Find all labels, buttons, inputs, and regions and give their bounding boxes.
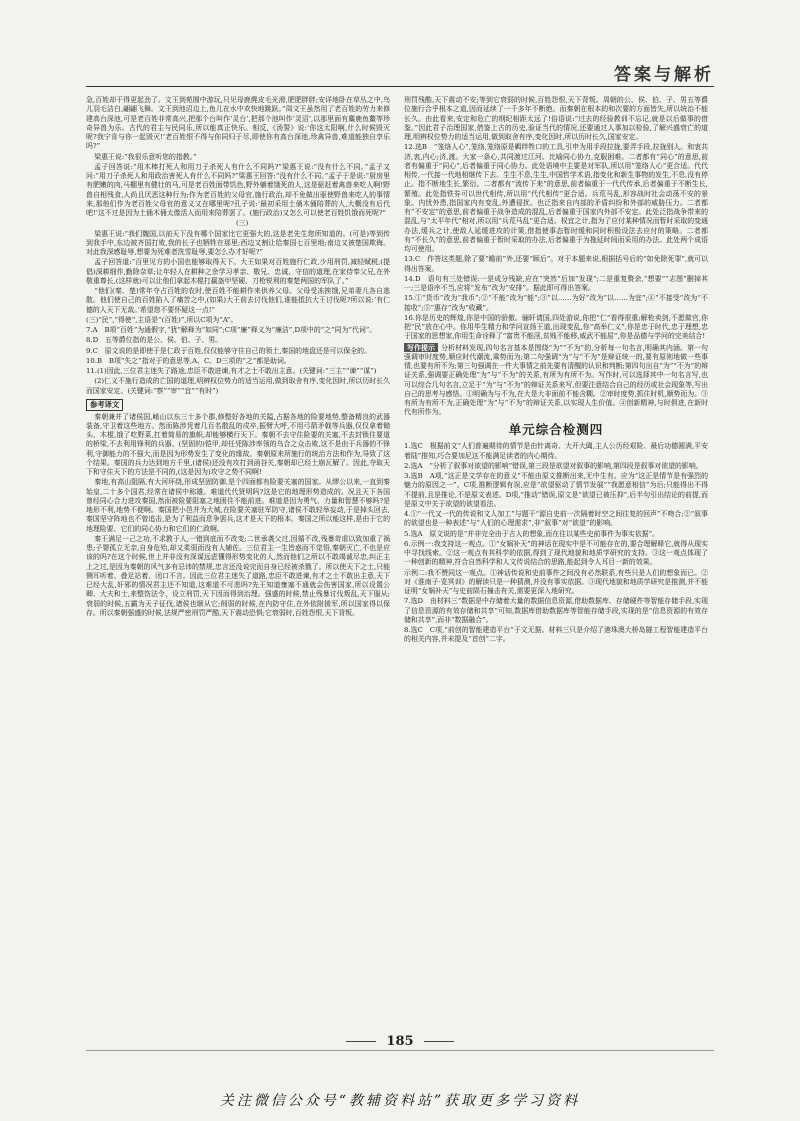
answer-item: 7.A B项“百姓”为通假字,“犹”解释为“如同”;C项“廉”释义为“廉洁”,D项中的“之”同为“代词”。 <box>86 326 377 334</box>
paragraph: “他们(秦、楚)常年夺占百姓的农时,使百姓不能耕作来供养父母。父母受冻挨饿,兄弟妻儿各自逃散。他们使自己的百姓陷入了痛苦之中,(如果)大王前去讨伐他们,谁能抵抗大王讨伐呢?所以说:‘有仁德的人天下无敌。’希望您不要怀疑这一点!” <box>86 287 390 314</box>
answer-item: 4.①“一代又一代的传说和文人加工”与题干“源自史前一次隔着时空之间往复的回声”不吻合;②“叙事的欲望也是一种表述”与“人们的心理需求”,非“叙事”对“欲望”的影响。 <box>404 510 708 528</box>
answer-item: 1.选C 根据前文“人们普遍期待的情节是由针离奇、大开大阖,主人公历经艰险、最后功德圆满,平安着陆”推知,巧合要加尼这不能满足读者的内心期待。 <box>404 442 708 460</box>
footer-divider <box>86 1050 714 1051</box>
section-title: 单元综合检测四 <box>508 421 604 437</box>
answer-item: 16.你是历史的辉煌,你是中国的骄傲。骊轩请国,四处游说,你把“仁”看得很重;解枪卖剑,不愿做官,你把“民”放在心中。你用毕生精力和学问宣扬王道,出现变乱,你“高举仁义”,你是忠于时代,忠于理想,忠于国家的思想家,你用生命诠释了“富贵不能淫,贫贱不能移,威武不能屈”,你是品德与学问的完美结合! <box>404 313 708 341</box>
answer-item: 7.选D 由材料三“数据是中存储着大量的数据信息资源,借助数据库、存储硬件等智能存储手段,实现了信息资源的有效存储和共享”可知,数据库借助数据库等智能存储手段,实现的是“信息资源的有效存储和共享”,而非“数据融合”。 <box>404 597 708 624</box>
footer-note: 关注微信公众号“教辅资料站”获取更多学习资料 <box>219 1093 581 1109</box>
page-number <box>0 1034 800 1049</box>
paragraph: 梁惠王说:“我们魏国,以前天下没有哪个国家比它更强大的,这是老先生您所知道的。(可是)等到传到我手中,东边被齐国打败,我的长子也牺牲在那里;西边又割让给秦国七百里地;南边又被楚国欺侮。对此我深感耻辱,想要为死难者洗雪耻辱,要怎么办才好呢?” <box>86 229 390 256</box>
answer-item: 15.①“货币”改为“我币”;②“不能”改为“能”;③“以……为好”改为“以……为宜”;④“不接受”改为“不接收”;⑤“惠存”改为“收藏”。 <box>404 294 708 312</box>
answer-item: 2.选A “分析了叙事对欲望的影响”错误,第三段是欲望对叙事的影响,第四段是叙事对欲望的影响。 <box>404 461 703 470</box>
answer-item: 示例二:我不赞同这一观点。①神话传说和史前事件之间没有必然联系,有些只是人们的想象而已。②对《淮南子·览冥训》的解读只是一种猜测,并没有事实依据。③现代地貌和地质学研究是推测,并不能证明“女娲补天”与史前陨石撞击有关,需要更深入地研究。 <box>404 568 708 595</box>
paragraph: 孟子回答说:“用木棒打死人和用刀子杀死人有什么不同吗?”梁惠王说:“没有什么不同。”孟子又问:“用刀子杀死人和用政治害死人有什么不同吗?”梁惠王回答:“没有什么不同。”孟子于是说:“厨房里有肥嫩的肉,马棚里有健壮的马,可是老百姓面带饥色,野外躺着饿死的人,这是驱赶着禽兽来吃人啊!野兽自相残食,人尚且厌恶这种行为;作为老百姓的父母官,施行政治,却不免做出驱使野兽来吃人的事情来,那他们作为老百姓父母官的意义又在哪里呢?孔子说:‘最初采用土俑木俑陪葬的人,大概没有后代吧!’这不过是因为土俑木俑太像活人而用来陪葬罢了。(施行政治)又怎么可以使老百姓饥饿而死呢?” <box>86 162 390 217</box>
answer-item: 8.选C C项,“前创的智能建造平台”于文无据。材料三只是介绍了港珠澳大桥岛隧工程智能建造平台的相关内容,并未提及“首创”二字。 <box>404 626 708 644</box>
divider <box>424 1041 454 1042</box>
answer-item: 5.选A 原文说的是“并非完全由于古人的想象,而在往以某些史前事件为事实依据”。 <box>404 529 660 538</box>
reference-translation-label: 参考译文 <box>86 399 123 411</box>
paragraph: 急,百姓却干得更起劲了。文王到苑囿中游玩,只见母鹿麂皮毛光滑,肥肥胖胖;安详地卧在草丛之中,鸟儿羽毛洁白,翩翩飞舞。文王到池沼边上,鱼儿在水中欢快地跳跃。”周文王虽然用了老百姓的劳力来修建高台深池,可是老百姓非常高兴,把那个台叫作‘灵台’,把那个池叫作‘灵沼’,以那里面有麋鹿鱼鳖等珍奇异兽为乐。古代的君主与民同乐,所以能真正快乐。相反,《汤誓》说:‘你这太阳啊,什么时候毁灭呢?我宁肯与你一起毁灭!’老百姓恨不得与你同归于尽,即使你有高台深池,珍禽异兽,难道能独自享乐吗?” <box>86 96 390 151</box>
translation-paragraph: 秦地,有高山阻隔,有大河环绕,形成坚固防御,是个四面都有险要关塞的国家。从缪公以来,一直到秦始皇,二十多个国君,经常在诸侯中称雄。难道代代贤明吗?这是它的地理形势造成的。况且天下各国曾经同心合力进攻秦国,然而被险要阻塞之地困住不能前进。难道是因为勇气、力量和智慧不够吗?是地形不利,地势不便啊。秦国把小邑并为大城,在险要关塞驻军防守,诸侯不敢轻举妄动,于是掉头回去,秦国坚守阵地也不曾追击,是为了利益而息争罢兵,这才是天下的根本。秦国之所以能这样,是由于它的地理险要、它们的同心协力和它们的仁政啊。 <box>86 478 390 533</box>
writing-tip-label: 写作提示 <box>404 343 438 352</box>
answer-item: 6.示例一:我支持这一观点。①“女娲补天”的神话在现实中是不可能存在的,要合理解释它,就得从现实中寻找线索。②这一观点有其科学的依据,得到了现代地貌和地质学研究的支持。③这一观点体现了一种创新的精神,符合自然科学和人文传说结合的思路,能起到令人耳目一新的效果。 <box>404 539 708 567</box>
right-column <box>404 96 708 646</box>
answer-item: (2)仁义不施行造成的亡国的道理,明辨权位势力的适当运用,做到取舍有序,变化因时,所以历时长久而国家安定。(关键词:“察”“审”“宜”“有时”) <box>86 377 390 395</box>
answer-item: 3.选B A项,“这正是文学存在的意义”不能由原文推断出来,无中生有。应为“这正是情节是有强烈的魅力的原因之一”。C项,推断逻辑有误,应是“欲望驱动了情节发展”“我愿意相信”为后;只能得出不得不提前,且是推论,不是原文表述。D项,“推动”错误,原文是“欲望已被压抑”,后半句引出结论的前提,而是原文中关于欲望的欲望看法。 <box>404 472 708 508</box>
section-number: (三) <box>235 219 249 228</box>
translation-paragraph: 秦朝兼并了诸侯国,崤山以东三十多个郡,修整好各地的关隘,占据各地的险要地势,整备精良的武器装备,守卫着这些地方。然而陈涉凭着几百名散乱的戍卒,振臂大呼,不用弓箭矛戟等兵器,仅仅拿着锄头、木棍,饿了吃野菜,扛着简易的旗帜,却能够横行天下。秦朝不去守住险要的关塞,不去封锁住要道的桥梁,不去利用锋利的兵器、(坚固的)铠甲,却任凭陈涉率领的乌合之众击败,这不是由于兵器的不锋利,守御能力的不强大,而是因为形势发生了变化的缘故。秦朝原来所施行的统治方法和作为,导致了这个结果。秦国的兵力达到地方千里,(诸侯)还没有攻打到函谷关,秦朝却已经土崩瓦解了。因此,夺取天下和守住天下的方法是不同的,(这是因为)攻守之势不同啊! <box>86 412 390 477</box>
answer-item: 8.D 五等爵位指的是公、侯、伯、子、男。 <box>86 336 223 345</box>
answer-item: 12.选B “笼络人心”,笼络,笼络原是羁绊牲口的工具,引申为用手段拉拢,要弄手段,拉拢别人。和衷共济,衷,内心;济,渡。大家一条心,共同渡过江河。比喻同心协力,克服困难。二者都有“同心”的意思,前者有偏重于“同心”,后者偏重于同心协力。此处语境中主要是对军队,所以用“笼络人心”更合适。代代相传,一代接一代地相继传下去。生生不息,生生,中国哲学术语,指变化和新生事物的发生,不息,没有停止。指不断地生长,繁衍。二者都有“流传下来”的意思,前者偏重于一代代传承,后者偏重于不断生长,繁殖。此处指铁券可以世代相传,所以用“代代相传”更合适。兵荒马乱,形容战时社会动荡不安的景象。内忧外患,指国家内有变乱,外遭侵扰。也泛指来自内部的矛盾纠纷和外部的威胁压力。二者都有“不安定”的意思,前者偏重于战争造成的混乱,后者偏重于国家内外部不安定。此处泛指战争带来的混乱,与“太平年代”相对,所以用“兵荒马乱”更合适。权宜之计,指为了应付某种情况而暂时采取的变通办法,缓兵之计,使敌人延缓进攻的计策,借指使事态暂时缓和同时积极设法去应付的策略。二者都有“不长久”的意思,前者偏重于暂时采取的办法,后者偏重于为拖延时间而采用的办法。此处两个成语均可使用。 <box>404 143 708 253</box>
header-title: 答案与解析 <box>614 65 714 85</box>
answer-item: 14.D 语句有三处错误:一是成分残缺,应在“突然”后加“发现”;二是重复赘余,“想要”“志图”删掉其一;三是语序不当,应将“发布”改为“安排”。据此即可得出答案。 <box>404 274 708 292</box>
paragraph: 刑罚残酷,天下震动不安;等到它衰弱的时候,百姓怨恨,天下背叛。周朝的公、侯、伯、子、男五等爵位施行合乎根本之道,因而延续了一千多年不断绝。而秦朝在根本的和次要的方面皆失,所以统治不能长久。由此看来,安定和危亡的纲纪相距太远了!俗语说:“过去的经验教训不忘记,就是以后做事的借鉴。”因此君子治理国家,借鉴上古的历史,验证当代的情况,还要通过人事加以检验,了解兴盛衰亡的道理,明辨权位势力的适当运用,做到取舍有序,变化因时,所以历时长久,国家安定。 <box>404 96 708 141</box>
page-number-text: 185 <box>386 1034 414 1049</box>
answer-item: 10.B B项“失之”指对于的意思等,A、C、D三项的“之”都是助词。 <box>86 356 291 365</box>
answer-item: 9.C 原文说的是即使于是仁政于百姓,仅仅能够守住自己的领土,秦国的地盘还是可以保全的。 <box>86 346 371 355</box>
answer-item: 13.C 作答这类题,除了要“瞻前”外,还要“顾后”。对于本题来说,根据括号后的“如免除死罪”,就可以得出答案。 <box>404 255 708 273</box>
answer-item: (三)“民”,“得使”,主语是“(百姓)”,所以C项为“A”。 <box>86 315 238 324</box>
answer-item: 11.(1)因此,三位君主迷失了路途,忠臣不敢进谏,有才之士不敢出主意。(关键词:“三主”“谏”“谋”) <box>86 367 377 375</box>
left-column <box>86 96 390 619</box>
paragraph: 孟子回答道:“百里见方的小国也能够取得天下。大王如果对百姓施行仁政,少用刑罚,减轻赋税,(提倡)深耕细作,勤除杂草;让年轻人在耕种之余学习孝亲、敬兄、忠诚、守信的道理,在家侍奉父兄,在外敬重尊长,(这样就)可以让他们拿起木棍打赢盔甲坚硬、刀枪锐利的秦楚两国的军队了。” <box>86 258 390 285</box>
page-header <box>86 60 714 87</box>
paragraph: 梁惠王说:“我很乐意听您的指教。” <box>94 152 197 161</box>
divider <box>346 1041 376 1042</box>
translation-paragraph: 秦王满足一己之功,不求教于人,一错到底而不改变;二世承袭父过,因循不改,残暴苛虐以致加重了祸患;子婴孤立无亲,自身危殆,却又柔弱而没有人辅佐。三位君主一生皆惑而不觉悟,秦朝灭亡,不也是应该的吗?在这个时候,世上并非没有深谋远虑懂得形势变化的人,然而他们之所以不敢竭诚尽忠,纠正主上之过,是因为秦朝的风气多有忌讳的禁规,忠言还没说完而自身已经被杀戮了。所以使天下之士,只能侧耳听着、叠足站着、闭口不言。因此三位君主迷失了道路,忠臣不敢进谏,有才之士不敢出主意,天下已经大乱,奸邪的情况君主还不知道,这难道不可悲吗?先王知道壅塞不通就会伤害国家,所以设置公卿、大夫和士,来整饬法令、设立刑罚,天下因而得到治理。强盛的时候,禁止残暴讨伐叛乱,天下服从;衰弱的时候,五霸为天子征伐,诸侯也顺从它;削弱的时候,在内防守住,在外依附援军,所以国家得以保存。所以秦朝强盛的时候,法规严密刑罚严酷,天下震动恐惧;它衰弱时,百姓怨恨,天下背叛。 <box>86 534 390 617</box>
writing-tip-text: 分析材料发现,四句名言基本是围绕“为”“不为”的,分析每一句名言,明确其内涵。第一句强调审时度势,顺应时代潮流,乘势而为;第二句强调“为”与“不为”是辩证统一的,要有原则地做一些事情,也要有所不为;第三句强调在一件大事情之前先要有清醒的认识和判断;第四句出自“为”“不为”的辩证关系,强调要正确处理“为”与“不为”的关系,有所为有所不为。写作时,可以选择其中一句名言写,也可以综合几句名言,立足于“为”与“不为”的辩证关系来写,但要注意结合自己的经历或社会现象等,写出自己的思考与感悟。①明确为与不为,在大是大非面前不能含糊。②审时度势,抓住时机,顺势而为。③有所为有所不为,正确处理“为”与“不为”的辩证关系,以实现人生价值。④创新精神,与时俱进,在新时代有所作为。 <box>404 343 708 417</box>
